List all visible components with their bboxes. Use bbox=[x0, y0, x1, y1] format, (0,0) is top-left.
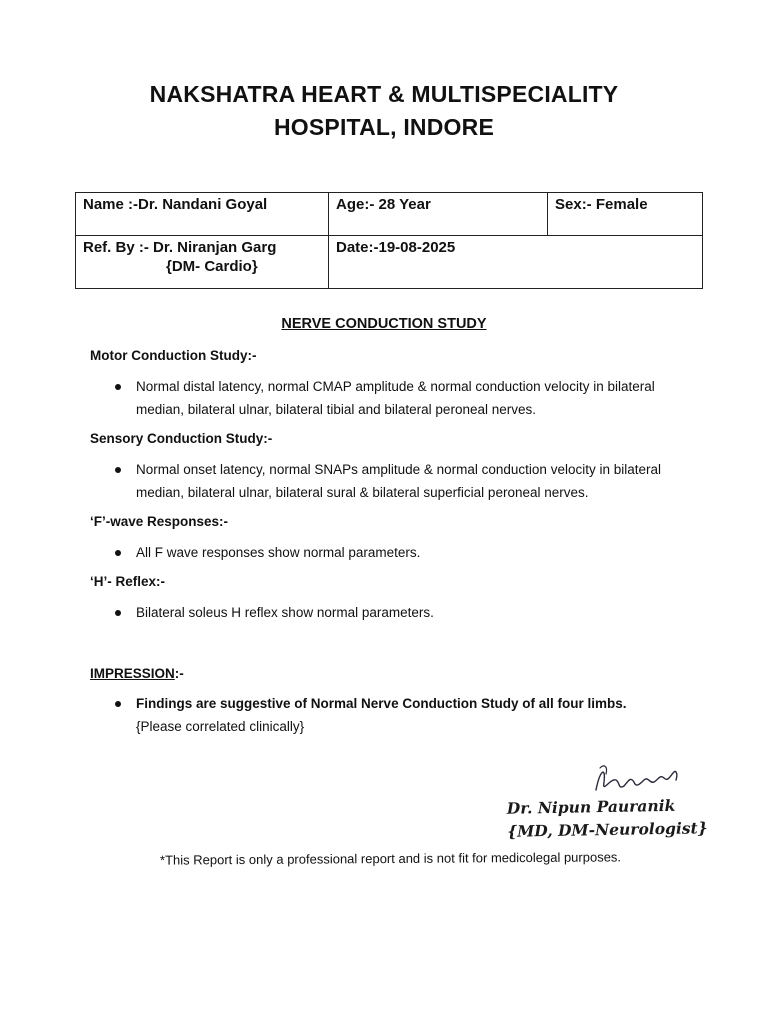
impression-heading-label: IMPRESSION bbox=[90, 666, 175, 681]
hospital-title-line1: NAKSHATRA HEART & MULTISPECIALITY bbox=[149, 81, 619, 107]
bullet-icon bbox=[115, 384, 121, 390]
impression-finding bbox=[136, 693, 696, 738]
hospital-title-line2: HOSPITAL, INDORE bbox=[273, 114, 494, 140]
patient-name: Name :-Dr. Nandani Goyal bbox=[83, 196, 268, 213]
sensory-finding bbox=[136, 459, 696, 504]
motor-finding-text: Normal distal latency, normal CMAP amplitude & normal conduction velocity in bilateral median, bilateral ulnar, bilateral tibial and bilateral peroneal nerves. bbox=[136, 379, 655, 417]
motor-heading: Motor Conduction Study:- bbox=[90, 348, 257, 363]
report-date: Date:-19-08-2025 bbox=[336, 239, 456, 256]
bullet-icon bbox=[115, 550, 121, 556]
sensory-heading: Sensory Conduction Study:- bbox=[90, 431, 273, 446]
sensory-finding-text: Normal onset latency, normal SNAPs amplitude & normal conduction velocity in bilateral median, bilateral ulnar, bilateral sural & bilateral superficial peroneal nerves. bbox=[136, 462, 661, 500]
patient-age-cell bbox=[329, 193, 548, 236]
referred-by: Ref. By :- Dr. Niranjan Garg bbox=[83, 239, 277, 256]
patient-info-row bbox=[76, 193, 703, 236]
impression-heading bbox=[90, 666, 184, 681]
motor-finding bbox=[136, 376, 696, 421]
study-title: NERVE CONDUCTION STUDY bbox=[281, 316, 487, 332]
bullet-icon bbox=[115, 610, 121, 616]
impression-heading-suffix: :- bbox=[174, 666, 184, 681]
fwave-heading: ‘F’-wave Responses:- bbox=[90, 514, 229, 529]
bullet-icon bbox=[115, 701, 121, 707]
hreflex-heading: ‘H’- Reflex:- bbox=[90, 574, 166, 589]
bullet-icon bbox=[115, 467, 121, 473]
hreflex-finding bbox=[136, 602, 696, 625]
disclaimer: *This Report is only a professional report and is not fit for medicolegal purposes. bbox=[159, 849, 622, 868]
referred-by-cell bbox=[76, 236, 329, 289]
referrer-credential: {DM- Cardio} bbox=[166, 258, 258, 275]
impression-note: {Please correlated clinically} bbox=[136, 718, 305, 734]
signature-block bbox=[507, 793, 708, 842]
patient-info-row bbox=[76, 236, 703, 289]
patient-age: Age:- 28 Year bbox=[336, 196, 431, 213]
fwave-finding bbox=[136, 542, 696, 565]
patient-sex: Sex:- Female bbox=[555, 196, 648, 213]
hospital-title bbox=[0, 78, 768, 144]
hreflex-finding-text: Bilateral soleus H reflex show normal parameters. bbox=[136, 605, 434, 620]
doctor-name: Dr. Nipun Pauranik bbox=[506, 795, 676, 818]
report-date-cell bbox=[329, 236, 703, 289]
patient-info-table bbox=[75, 192, 703, 289]
patient-sex-cell bbox=[548, 193, 703, 236]
fwave-finding-text: All F wave responses show normal parameters. bbox=[136, 545, 421, 560]
impression-finding-text: Findings are suggestive of Normal Nerve Conduction Study of all four limbs. bbox=[136, 696, 627, 711]
doctor-credentials: {MD, DM-Neurologist} bbox=[507, 818, 708, 841]
patient-name-cell bbox=[76, 193, 329, 236]
